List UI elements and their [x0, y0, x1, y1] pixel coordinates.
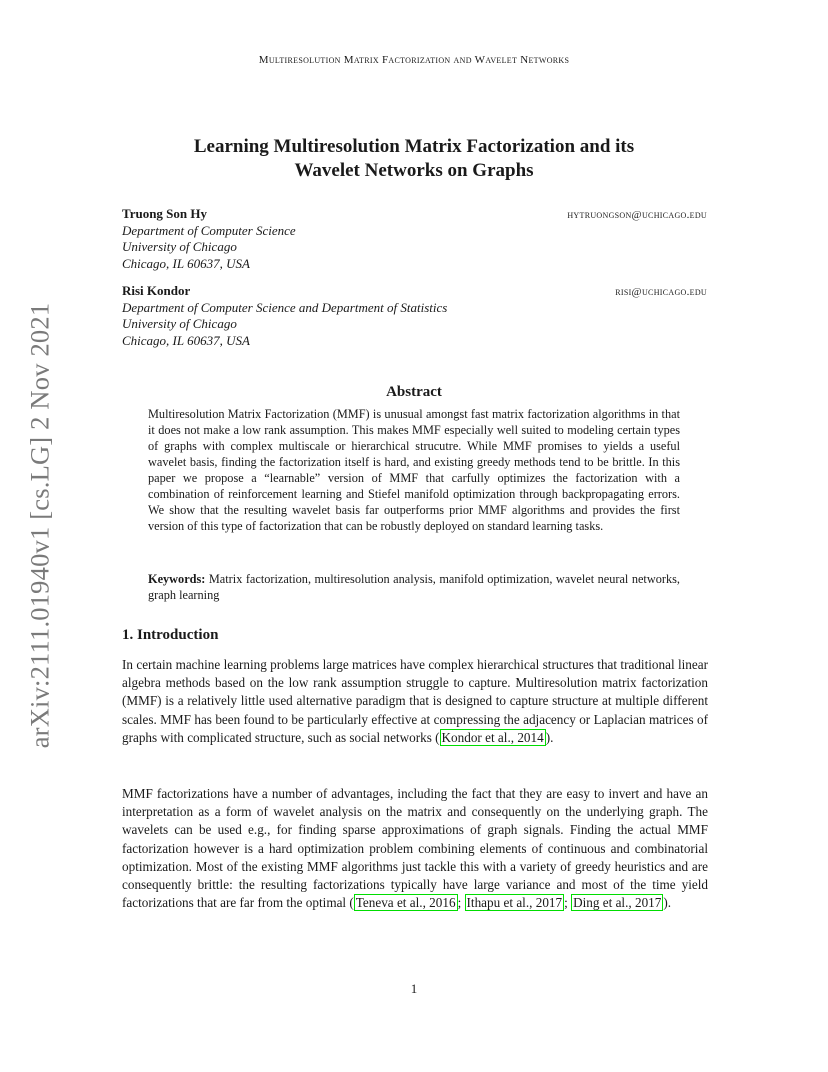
paper-title: [100, 135, 728, 183]
arxiv-stamp-text: arXiv:2111.01940v1 [cs.LG] 2 Nov 2021: [24, 302, 55, 748]
keywords-text: Matrix factorization, multiresolution analysis, manifold optimization, wavelet neural networks, graph learning: [148, 572, 680, 602]
author-affiliation-line: University of Chicago: [122, 239, 237, 254]
paragraph-text: In certain machine learning problems large matrices have complex hierarchical structures that traditional linear algebra methods based on the low rank assumption struggle to capture. Multiresolution matrix factorization (MMF) is a relatively little used alternative paradigm that is designed to capture structure at multiple different scales. MMF has been found to be particularly effective at compressing the adjacency or Laplacian matrices of graphs with complicated structure, such as social networks: [122, 657, 708, 745]
author-affiliation-line: University of Chicago: [122, 316, 237, 331]
paragraph-text: ).: [663, 895, 672, 911]
author-name: Truong Son Hy: [122, 206, 208, 221]
author-block-1: [122, 206, 707, 272]
page-number: 1: [410, 981, 418, 996]
author-email: risi@uchicago.edu: [615, 286, 707, 298]
citation-link[interactable]: Kondor et al., 2014: [441, 729, 544, 745]
arxiv-stamp: [20, 290, 60, 760]
citation-link[interactable]: Ding et al., 2017: [573, 895, 662, 911]
intro-paragraph-2: [122, 785, 708, 912]
citation-separator: ;: [457, 895, 465, 911]
author-name: Risi Kondor: [122, 283, 191, 298]
paragraph-text: ).: [545, 729, 554, 745]
paragraph-text: MMF factorizations have a number of advantages, including the fact that they are easy to invert and have an interpretation as a form of wavelet analysis on the matrix and consequently on the underlying graph. The wavelets can be used e.g., for finding sparse approximations of graph signals. Finding the actual MMF factorization however is a hard optimization problem combining elements of continuous and combinatorial optimization. Most of the existing MMF algorithms just tackle this with a variety of greedy heuristics and are consequently brittle: the resulting factorizations typically have large variance and most of the time yield factorizations that are far from the optimal (: [122, 786, 708, 911]
keywords-label: Keywords:: [148, 572, 206, 586]
abstract-heading: Abstract: [386, 384, 442, 400]
author-affiliation-line: Chicago, IL 60637, USA: [122, 255, 250, 271]
author-affiliation-line: Chicago, IL 60637, USA: [122, 332, 250, 348]
abstract-text: Multiresolution Matrix Factorization (MMF) is unusual amongst fast matrix factorization algorithms in that it does not make a low rank assumption. This makes MMF especially well suited to modeling certain types of graphs with complex multiscale or hierarchical strucutre. While MMF promises to yields a useful wavelet basis, finding the factorization itself is hard, and existing greedy methods tend to be brittle. In this paper we propose a “learnable” version of MMF that carfully optimizes the factorization with a combination of reinforcement learning and Stiefel manifold optimization through backpropagating errors. We show that the resulting wavelet basis far outperforms prior MMF algorithms and provides the first version of this type of factorization that can be robustly deployed on standard learning tasks.: [148, 407, 680, 533]
title-line-2: Wavelet Networks on Graphs: [294, 160, 534, 181]
author-block-2: [122, 283, 707, 349]
author-email: hytruongson@uchicago.edu: [567, 209, 707, 221]
keywords: [148, 571, 680, 603]
title-line-1: Learning Multiresolution Matrix Factorization and its: [193, 136, 635, 157]
intro-paragraph-1: In certain machine learning problems large matrices have complex hierarchical structures that traditional linear algebra methods based on the low rank assumption struggle to capture. Multiresolution matrix factorization (MMF) is a relatively little used alternative paradigm that is designed to capture structure at multiple different scales. MMF has been found to be particularly effective at compressing the adjacency or Laplacian matrices of graphs with complicated structure, such as social networks ( Kondor et al., 2014 ).: [122, 657, 708, 745]
citation-separator: ;: [564, 895, 572, 911]
author-affiliation-line: Department of Computer Science: [122, 222, 296, 238]
section-heading-introduction: 1. Introduction: [122, 627, 219, 643]
citation-link[interactable]: Teneva et al., 2016: [355, 895, 456, 911]
citation-link[interactable]: Ithapu et al., 2017: [466, 895, 563, 911]
running-head: Multiresolution Matrix Factorization and Wavelet Networks: [258, 54, 570, 66]
author-affiliation-line: Department of Computer Science and Department of Statistics: [122, 299, 448, 315]
